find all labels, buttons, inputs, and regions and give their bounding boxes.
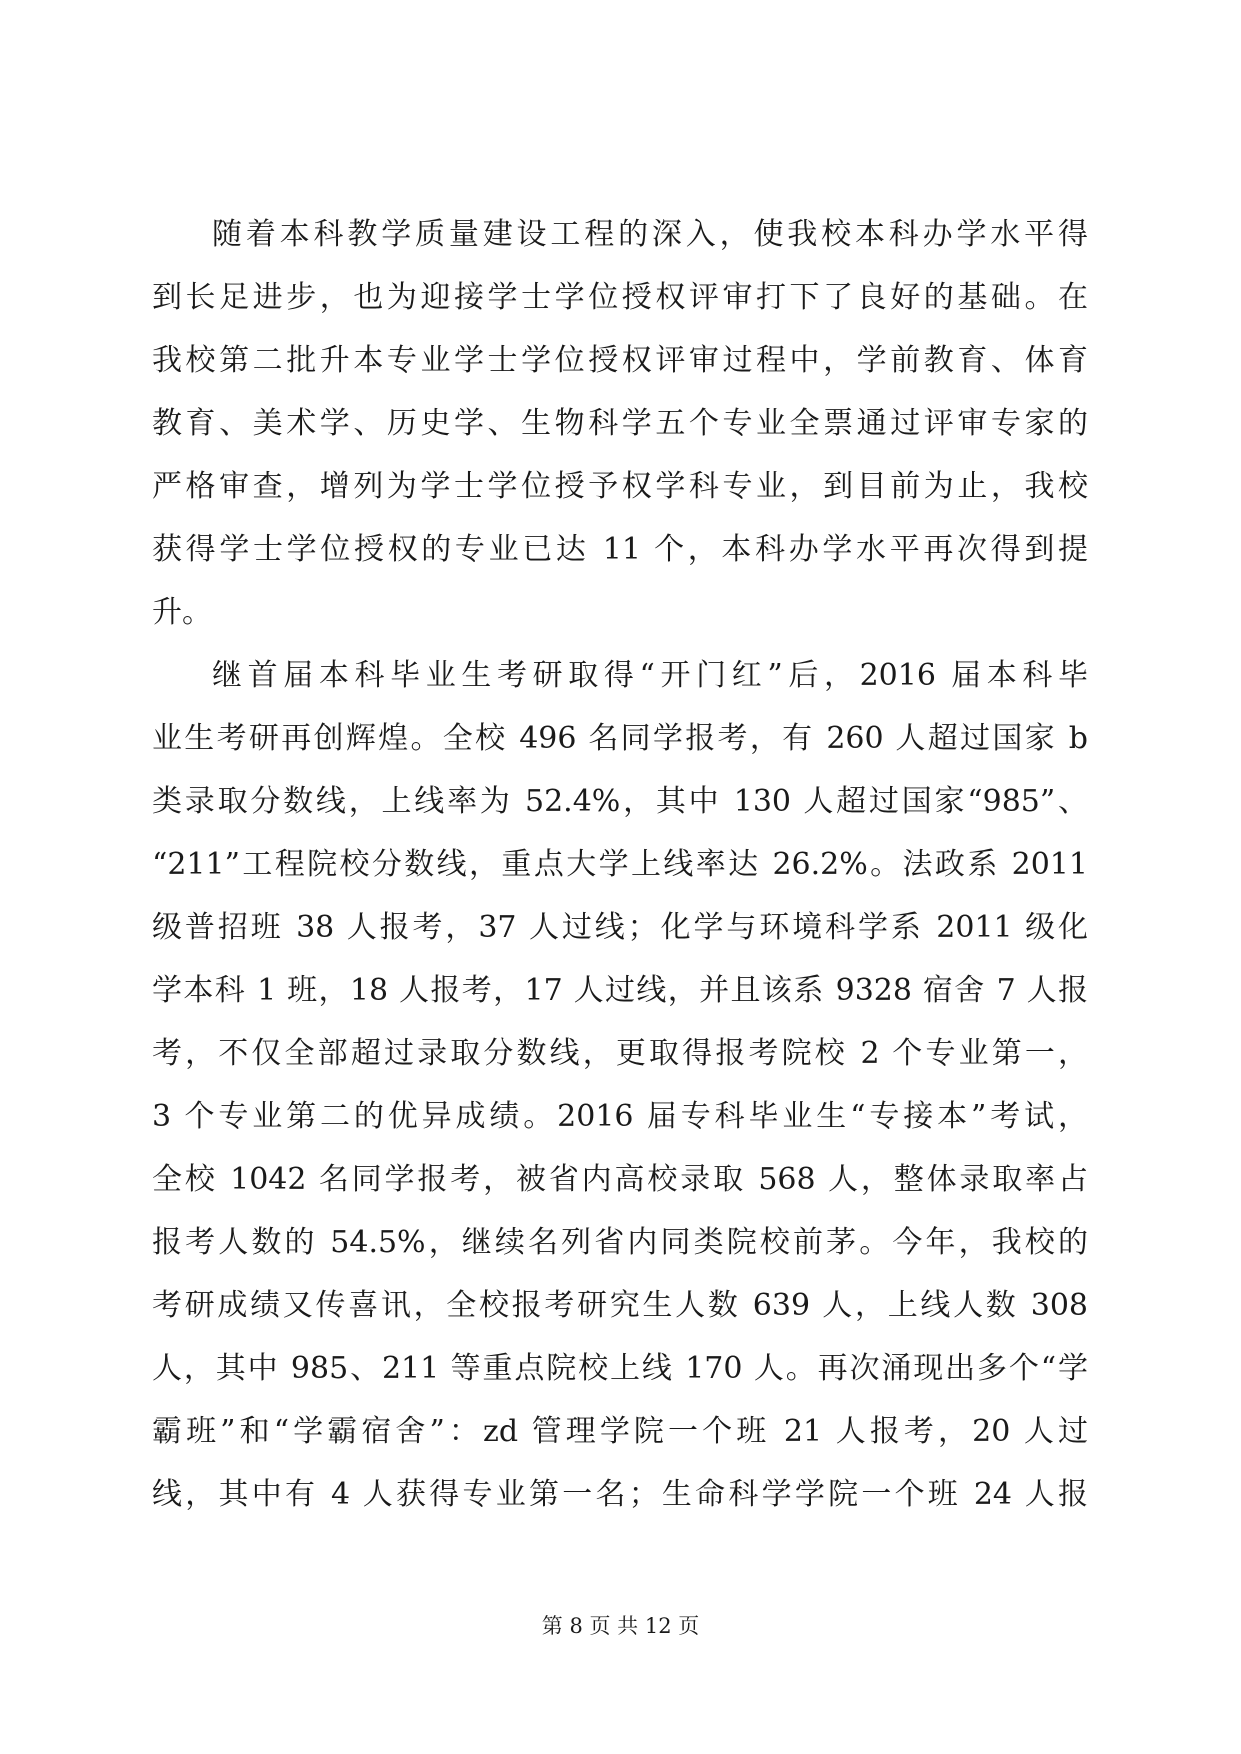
paragraph-2-line-14: 线，其中有 4 人获得专业第一名；生命科学学院一个班 24 人报 <box>152 1477 1088 1512</box>
paragraph-1-line-2: 到长足进步，也为迎接学士学位授权评审打下了良好的基础。在 <box>152 280 1088 315</box>
paragraph-1-line-5: 严格审查，增列为学士学位授予权学科专业，到目前为止，我校 <box>152 469 1088 504</box>
page-number-footer: 第 8 页 共 12 页 <box>541 1614 700 1638</box>
paragraph-2-line-7: 考，不仅全部超过录取分数线，更取得报考院校 2 个专业第一， <box>152 1036 1088 1071</box>
paragraph-1-line-3: 我校第二批升本专业学士学位授权评审过程中，学前教育、体育 <box>152 343 1088 378</box>
paragraph-2-line-10: 报考人数的 54.5%，继续名列省内同类院校前茅。今年，我校的 <box>152 1225 1088 1260</box>
paragraph-2-line-2: 业生考研再创辉煌。全校 496 名同学报考，有 260 人超过国家 b <box>152 721 1088 756</box>
paragraph-2-line-6: 学本科 1 班，18 人报考，17 人过线，并且该系 9328 宿舍 7 人报 <box>152 973 1088 1008</box>
paragraph-2-line-3: 类录取分数线，上线率为 52.4%，其中 130 人超过国家“985”、 <box>152 784 1088 819</box>
paragraph-2-line-8: 3 个专业第二的优异成绩。2016 届专科毕业生“专接本”考试， <box>152 1099 1088 1134</box>
paragraph-2-line-1: 继首届本科毕业生考研取得“开门红”后，2016 届本科毕 <box>212 658 1088 693</box>
paragraph-2-line-4: “211”工程院校分数线，重点大学上线率达 26.2%。法政系 2011 <box>152 847 1088 882</box>
paragraph-2-line-12: 人，其中 985、211 等重点院校上线 170 人。再次涌现出多个“学 <box>152 1351 1088 1386</box>
paragraph-1-line-4: 教育、美术学、历史学、生物科学五个专业全票通过评审专家的 <box>152 406 1088 441</box>
paragraph-1-line-7: 升。 <box>152 595 212 630</box>
paragraph-2-line-11: 考研成绩又传喜讯，全校报考研究生人数 639 人，上线人数 308 <box>152 1288 1088 1323</box>
paragraph-1-line-1: 随着本科教学质量建设工程的深入，使我校本科办学水平得 <box>212 217 1088 252</box>
paragraph-2-line-9: 全校 1042 名同学报考，被省内高校录取 568 人，整体录取率占 <box>152 1162 1088 1197</box>
paragraph-2-line-13: 霸班”和“学霸宿舍”：zd 管理学院一个班 21 人报考，20 人过 <box>152 1414 1088 1449</box>
paragraph-1-line-6: 获得学士学位授权的专业已达 11 个，本科办学水平再次得到提 <box>152 532 1088 567</box>
paragraph-2-line-5: 级普招班 38 人报考，37 人过线；化学与环境科学系 2011 级化 <box>152 910 1088 945</box>
